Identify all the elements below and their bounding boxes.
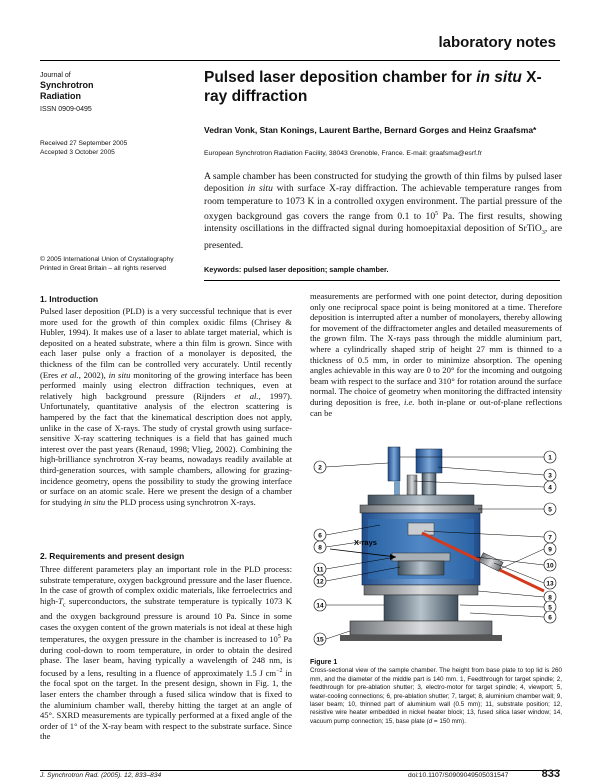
requirements-paragraph — [40, 564, 292, 742]
footer-doi: doi:10.1107/S0909049505031547 — [408, 772, 509, 779]
target-icon — [408, 523, 434, 535]
dates-block — [40, 139, 127, 157]
text-italic: et al. — [60, 369, 79, 380]
callout-number: 5 — [548, 604, 552, 612]
top-flange-icon — [368, 495, 474, 505]
callout-number: 8 — [318, 544, 322, 552]
spindle-rod-icon — [394, 481, 400, 497]
text-run: Pulsed laser deposition (PLD) is a very successful technique that is ever more used for the growth of thin complex oxidic films (Chrisey & Hubler, 1994). It makes use of a laser to ablate target material, which is deposited on a heated substrate, where a thin film is grown. Since with each laser pulse only a fraction of a monolayer is deposited, the thickness of the film can be controlled very accurately. Until recently (Eres — [40, 306, 292, 380]
text-run: in the focal spot on the target. In the present design, shown in Fig. 1, the laser enters the chamber through a fused silica window that is fixed to the aluminium chamber wall, thereby hitting the target at an angle of 45°. SXRD measurements are typically performed at a fixed angle of the order of 1° of the X-ray beam with respect to the substrate surface. Since the — [40, 667, 292, 742]
abstract-sup: 5 — [435, 210, 439, 217]
callout-number: 10 — [546, 562, 554, 570]
text-run: measurements are performed with one point detector, during deposition only one reciprocal space point is being monitored at a time. Therefore deposition is interrupted after a number of monolayers, thereby allowing for movement of the diffractometer angles and detailed measurements of the grown film. The X-rays pass through the middle aluminium part, where a cylindrically shaped strip of height 27 mm is thinned to a thickness of 0.5 mm, in order to minimize absorption. The opening angles achievable in this way are 0 to 20° for the incoming and outgoing beam with respect to the surface and 310° for rotation around the surface normal. The choice of geometry when monitoring the diffracted intensity during deposition is free, — [310, 291, 562, 407]
base-plate-icon — [350, 621, 492, 635]
text-sup: −2 — [276, 667, 283, 674]
authors: Vedran Vonk, Stan Konings, Laurent Barthe, Bernard Gorges and Heinz Graafsma* — [204, 125, 537, 135]
lower-flange-icon — [364, 585, 478, 595]
received-date: Received 27 September 2005 — [40, 140, 128, 147]
text-run: , 1997). Unfortunately, quantitative analysis of the electron scattering is hampered by the fact that the kinematical description does not apply, unlike in the case of X-rays. The study of crystal growth using surface-sensitive X-ray scattering techniques is a field that has gained much interest over the past years (Renaud, 1998; Vlieg, 2002). Combining the high-brilliance synchrotron X-ray beams, nowadays readily available at third-generation sources, with sample chambers, allowing for grazing-incidence geometry, opens the possibility to study the growing interface or surface on an atomic scale. Here we present the design of a chamber for studying — [40, 390, 293, 507]
lid-icon — [360, 505, 482, 513]
caption-text: Cross-sectional view of the sample chamber. The height from base plate to top lid is 260 mm, and the diameter of the middle part is 140 mm. 1, Feedthrough for target spindle; 2, feedthrough for pre-ablation shutter; 3, electro-motor for target spindle; 4, viewport; 5, water-cooling connections; 6, pre-ablation shutter; 7, target; 8, aluminium chamber wall; 9, laser beam; 10, thinned part of aluminium wall (0.5 mm); 11, substrate position; 12, resistive wire heater embedded in nickel heater block; 13, fused silica laser window; 14, vacuum pump connection; 15, base plate ( — [310, 667, 562, 725]
callout-number: 3 — [548, 472, 552, 480]
text-italic: et al. — [234, 390, 259, 401]
callout-number: 9 — [548, 546, 552, 554]
text-run: Three different parameters play an important role in the PLD process: substrate temperature, oxygen background pressure and the laser fluence. In the case of growth of complex oxidic materials, like ferroelectrics and high- — [40, 564, 292, 606]
heater-block-icon — [398, 561, 444, 575]
printed-line: Printed in Great Britain – all rights reserved — [40, 265, 167, 272]
right-column-paragraph — [310, 291, 562, 418]
callout-number: 12 — [316, 578, 324, 586]
affiliation: European Synchrotron Radiation Facility, 38043 Grenoble, France. E-mail: graafsma@esrf.fr — [204, 150, 483, 157]
callout-number: 1 — [548, 454, 552, 462]
target-spindle-icon — [422, 473, 436, 495]
journal-line: Journal of — [40, 72, 71, 79]
abstract-text: with surface X-ray diffraction. The achievable temperature ranges from room temperature to 1073 K in a controlled oxygen environment. The partial pressure of the oxygen background gas covers the range from 0.1 to 10 — [204, 183, 562, 223]
callout-leader — [478, 591, 544, 597]
text-italic: in situ — [108, 369, 131, 380]
footer-rule — [40, 770, 560, 771]
callout-leader — [460, 605, 544, 607]
keywords: Keywords: pulsed laser deposition; sample chamber. — [204, 265, 389, 274]
copyright-line: © 2005 International Union of Crystallography — [40, 256, 174, 263]
callout-number: 11 — [316, 566, 324, 574]
journal-name-1: Synchrotron — [40, 80, 94, 90]
text-italic: i.e. — [404, 396, 415, 407]
callout-number: 7 — [548, 534, 552, 542]
pump-connection-icon — [384, 595, 458, 621]
abstract-text: , are presented. — [204, 223, 563, 251]
callout-number: 6 — [318, 532, 322, 540]
callout-number: 5 — [548, 506, 552, 514]
journal-issn: ISSN 0909-0495 — [40, 106, 92, 113]
header-rule — [40, 60, 560, 61]
keywords-rule — [204, 280, 560, 281]
callout-number: 15 — [316, 636, 324, 644]
text-run: Pa during cool-down to room temperature, in order to obtain the desired phase. The laser beam, having typically a wavelength of 248 nm, is focused by a lens, resulting in a fluence of approximately 1.5 J cm — [40, 634, 292, 678]
text-run: the PLD process using synchrotron X-rays. — [105, 496, 256, 507]
text-sup: 5 — [277, 634, 281, 641]
callout-leader — [326, 463, 388, 467]
section-heading-requirements: 2. Requirements and present design — [40, 551, 185, 561]
title-italic: in situ — [476, 69, 522, 86]
motor-icon — [416, 449, 442, 473]
xrays-label: X-rays — [354, 538, 377, 547]
callout-leader — [438, 467, 544, 475]
caption-text: = 150 mm). — [432, 717, 466, 725]
substrate-icon — [392, 553, 450, 561]
laser-window-icon — [479, 553, 503, 572]
abstract-italic: in situ — [247, 183, 273, 195]
text-run: monitoring of the growing interface has been performed mainly using electron diffraction techniques, even at relatively high background pressure (Rijnders — [40, 369, 293, 401]
title-part: Pulsed laser deposition chamber for — [204, 69, 477, 86]
text-sub: c — [62, 602, 66, 609]
abstract-text: Pa. The first results, showing intensity oscillations in the diffracted signal during homoepitaxial deposition of SrTiO — [204, 211, 562, 235]
viewport-icon — [407, 475, 417, 495]
section-heading-intro: 1. Introduction — [40, 294, 99, 304]
callout-number: 2 — [318, 464, 322, 472]
callout-number: 13 — [546, 580, 554, 588]
text-run: superconductors, the substrate temperature is typically 1073 K and the oxygen background pressure is around 10 Pa. Since in some cases the oxygen content of the grown materials is not ideal at these high temperatures, the oxygen pressure in the chamber is increased to 10 — [40, 595, 292, 645]
text-italic: T — [58, 595, 63, 606]
text-italic: in situ — [83, 496, 106, 507]
journal-info — [40, 71, 160, 114]
callout-leader — [500, 549, 544, 569]
base-icon — [340, 635, 502, 641]
abstract — [204, 171, 562, 252]
caption-label: Figure 1 — [310, 659, 338, 666]
abstract-text: A sample chamber has been constructed for studying the growth of thin films by pulsed laser deposition — [204, 171, 562, 195]
callout-number: 14 — [316, 602, 324, 610]
page-number: 833 — [541, 768, 560, 780]
shutter-feedthrough-icon — [388, 447, 400, 481]
text-run: , 2002), — [78, 369, 109, 380]
figure-chamber-diagram — [310, 445, 562, 655]
copyright-block — [40, 255, 174, 273]
section-label: laboratory notes — [438, 34, 556, 51]
footer-citation: J. Synchrotron Rad. (2005). 12, 833–834 — [40, 772, 162, 779]
intro-paragraph — [40, 306, 292, 507]
journal-name-2: Radiation — [40, 91, 82, 101]
callout-number: 8 — [548, 594, 552, 602]
caption-italic: d — [428, 717, 433, 725]
figure-caption — [310, 659, 562, 726]
abstract-sub: 3 — [541, 230, 545, 237]
title-part: X-ray diffraction — [204, 69, 542, 105]
accepted-date: Accepted 3 October 2005 — [40, 149, 115, 156]
callout-leader — [470, 613, 544, 617]
article-title — [204, 68, 564, 106]
text-run: both in-plane or out-of-plane reflections can be — [310, 396, 562, 418]
callout-number: 4 — [548, 484, 552, 492]
callout-number: 6 — [548, 614, 552, 622]
